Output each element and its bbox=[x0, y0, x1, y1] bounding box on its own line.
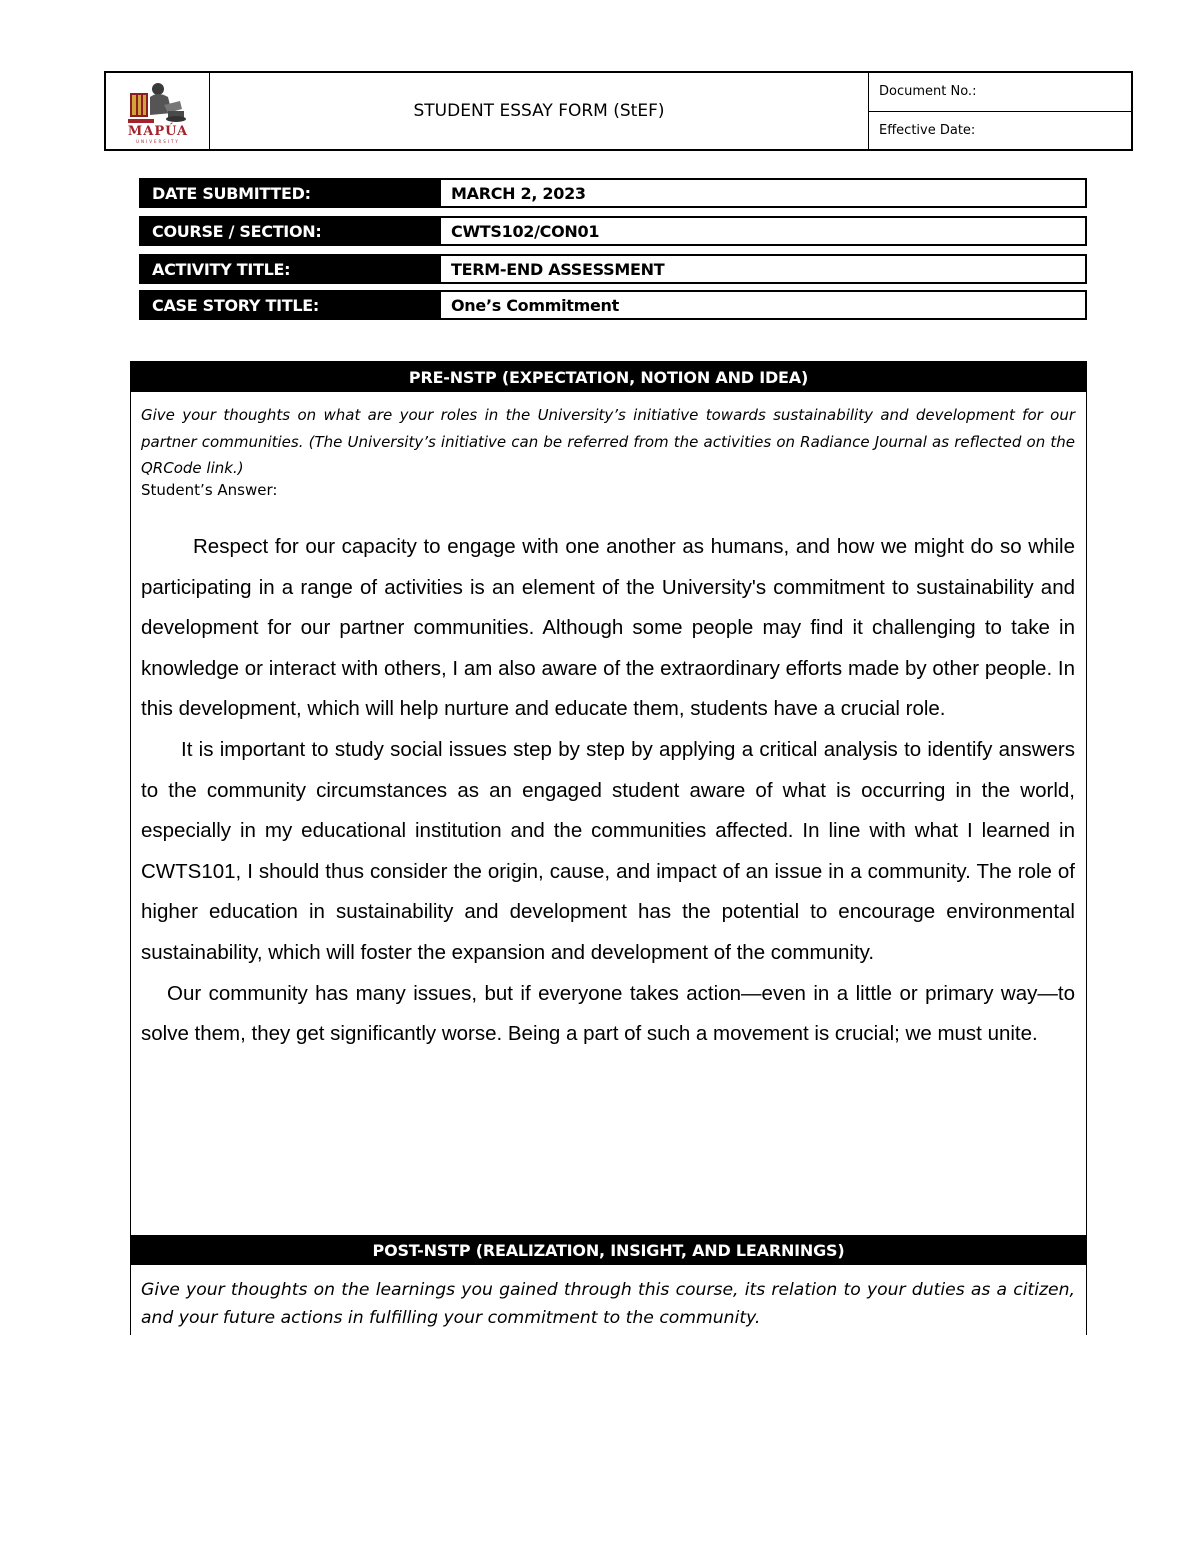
form-title: STUDENT ESSAY FORM (StEF) bbox=[210, 73, 869, 149]
pre-nstp-heading: PRE-NSTP (EXPECTATION, NOTION AND IDEA) bbox=[131, 362, 1086, 392]
answer-paragraph: It is important to study social issues step by step by applying a critical analysis to identify answers to the community circumstances as an engaged student aware of what is occurring in the world, especially in my educational institution and the communities affected. In line with what I learned in CWTS101, I should thus consider the origin, cause, and impact of an issue in a community. The role of higher education in sustainability and development has the potential to encourage environmental sustainability, which will foster the expansion and development of the community. bbox=[141, 737, 1075, 964]
answer-paragraph: Respect for our capacity to engage with one another as humans, and how we might do so while participating in a range of activities is an element of the University's commitment to sustainability and development for our partner communities. Although some people may find it challenging to take in knowledge or interact with others, I am also aware of the extraordinary efforts made by other people. In this development, which will help nurture and educate them, students have a crucial role. bbox=[141, 535, 1075, 721]
info-value: CWTS102/CON01 bbox=[439, 216, 1087, 246]
info-label: CASE STORY TITLE: bbox=[139, 290, 439, 320]
document-no-label: Document No.: bbox=[879, 84, 977, 100]
student-answer bbox=[141, 527, 1075, 1055]
pre-nstp-prompt: Give your thoughts on what are your roles in the University’s initiative towards sustainability and development for our partner communities. (The University’s initiative can be referred from the activities on Radiance Journal as reflected on the QRCode link.) bbox=[141, 406, 1075, 477]
post-nstp-heading: POST-NSTP (REALIZATION, INSIGHT, AND LEARNINGS) bbox=[131, 1235, 1086, 1265]
document-meta bbox=[869, 73, 1131, 149]
info-row-activity-title bbox=[139, 254, 1087, 284]
info-row-date-submitted bbox=[139, 178, 1087, 208]
logo-wordmark: MAPÚA bbox=[127, 124, 189, 139]
info-label: COURSE / SECTION: bbox=[139, 216, 439, 246]
info-label: DATE SUBMITTED: bbox=[139, 178, 439, 208]
logo-subtitle: UNIVERSITY bbox=[136, 139, 180, 144]
student-answer-label: Student’s Answer: bbox=[141, 481, 278, 499]
info-label: ACTIVITY TITLE: bbox=[139, 254, 439, 284]
effective-date-label: Effective Date: bbox=[869, 111, 1131, 150]
form-header bbox=[104, 71, 1133, 151]
info-value: One’s Commitment bbox=[439, 290, 1087, 320]
logo-cell bbox=[106, 73, 210, 149]
info-value: MARCH 2, 2023 bbox=[439, 178, 1087, 208]
essay-box bbox=[130, 361, 1087, 1335]
university-seal-icon bbox=[124, 79, 192, 125]
answer-paragraph: Our community has many issues, but if everyone takes action—even in a little or primary way—to solve them, they get significantly worse. Being a part of such a movement is crucial; we must unite. bbox=[141, 981, 1075, 1046]
info-row-course-section bbox=[139, 216, 1087, 246]
post-nstp-prompt: Give your thoughts on the learnings you gained through this course, its relation to your duties as a citizen, and your future actions in fulfilling your commitment to the community. bbox=[141, 1280, 1075, 1328]
info-row-case-story-title bbox=[139, 290, 1087, 320]
info-value: TERM-END ASSESSMENT bbox=[439, 254, 1087, 284]
